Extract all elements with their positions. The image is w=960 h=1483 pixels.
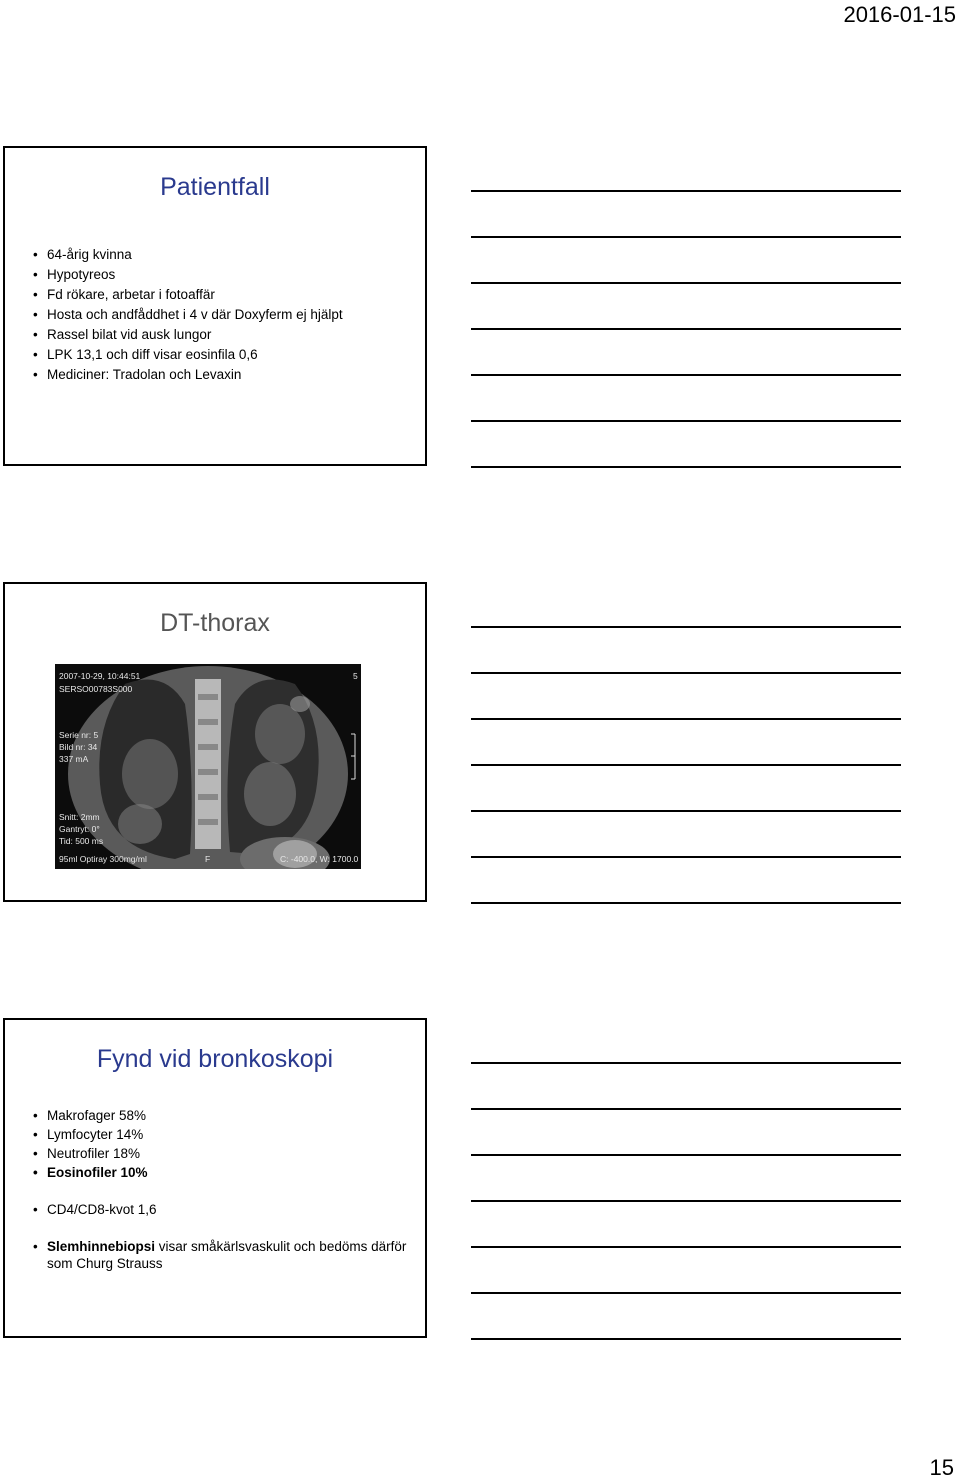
ct-label: Snitt: 2mm: [59, 812, 100, 822]
note-line: [471, 626, 901, 628]
ct-label: Bild nr: 34: [59, 742, 98, 752]
slide-fynd-vid-bronkoskopi: [3, 1018, 427, 1338]
note-line: [471, 810, 901, 812]
list-item: • Hosta och andfåddhet i 4 v där Doxyferm ej hjälpt: [33, 305, 415, 325]
bullet-list: [33, 1106, 415, 1182]
ct-label: SERSO00783S000: [59, 684, 133, 694]
note-line: [471, 374, 901, 376]
slide-title: DT-thorax: [160, 609, 270, 637]
slide-dt-thorax: [3, 582, 427, 902]
ct-label: Gantryt: 0°: [59, 824, 100, 834]
ct-label: 2007-10-29, 10:44:51: [59, 671, 141, 681]
note-line: [471, 1200, 901, 1202]
ct-label: F: [205, 854, 211, 864]
note-line: [471, 236, 901, 238]
note-line: [471, 1154, 901, 1156]
list-item: • Neutrofiler 18%: [33, 1144, 415, 1163]
ct-label: 95ml Optiray 300mg/ml: [59, 854, 147, 864]
list-item: • Fd rökare, arbetar i fotoaffär: [33, 285, 415, 305]
bullet-list: [33, 1238, 415, 1272]
list-item-text: visar småkärlsvaskulit och bedöms därför som Churg Strauss: [47, 1239, 407, 1271]
note-line: [471, 1062, 901, 1064]
ct-label: 337 mA: [59, 754, 89, 764]
list-item: • CD4/CD8-kvot 1,6: [33, 1200, 415, 1219]
ct-label: Serie nr: 5: [59, 730, 99, 740]
note-line: [471, 466, 901, 468]
note-line: [471, 902, 901, 904]
list-item: • Mediciner: Tradolan och Levaxin: [33, 365, 415, 385]
list-item: • 64-årig kvinna: [33, 245, 415, 265]
list-item: • LPK 13,1 och diff visar eosinfila 0,6: [33, 345, 415, 365]
bullet-list: [33, 245, 415, 385]
note-line: [471, 190, 901, 192]
note-line: [471, 856, 901, 858]
slide-title: Patientfall: [160, 173, 270, 201]
slide-patientfall: [3, 146, 427, 466]
bold-term: Slemhinnebiopsi: [47, 1239, 156, 1254]
list-item: • Rassel bilat vid ausk lungor: [33, 325, 415, 345]
note-line: [471, 764, 901, 766]
note-line: [471, 420, 901, 422]
bullet-list: [33, 1200, 415, 1219]
ct-label: C: -400.0, W: 1700.0: [280, 854, 359, 864]
header-date: 2016-01-15: [843, 2, 956, 27]
note-line: [471, 1246, 901, 1248]
page-number: 15: [929, 1455, 954, 1480]
list-item: • Lymfocyter 14%: [33, 1125, 415, 1144]
note-line: [471, 328, 901, 330]
note-line: [471, 718, 901, 720]
note-line: [471, 672, 901, 674]
note-line: [471, 282, 901, 284]
list-item: • Eosinofiler 10%: [33, 1163, 415, 1182]
list-item: [33, 1238, 415, 1272]
note-line: [471, 1108, 901, 1110]
ct-scan-image: [55, 664, 361, 869]
ct-label: Tid: 500 ms: [59, 836, 104, 846]
slide-title: Fynd vid bronkoskopi: [96, 1045, 334, 1073]
note-line: [471, 1338, 901, 1340]
ct-label: 5: [353, 671, 358, 681]
list-item: • Hypotyreos: [33, 265, 415, 285]
list-item: • Makrofager 58%: [33, 1106, 415, 1125]
note-line: [471, 1292, 901, 1294]
